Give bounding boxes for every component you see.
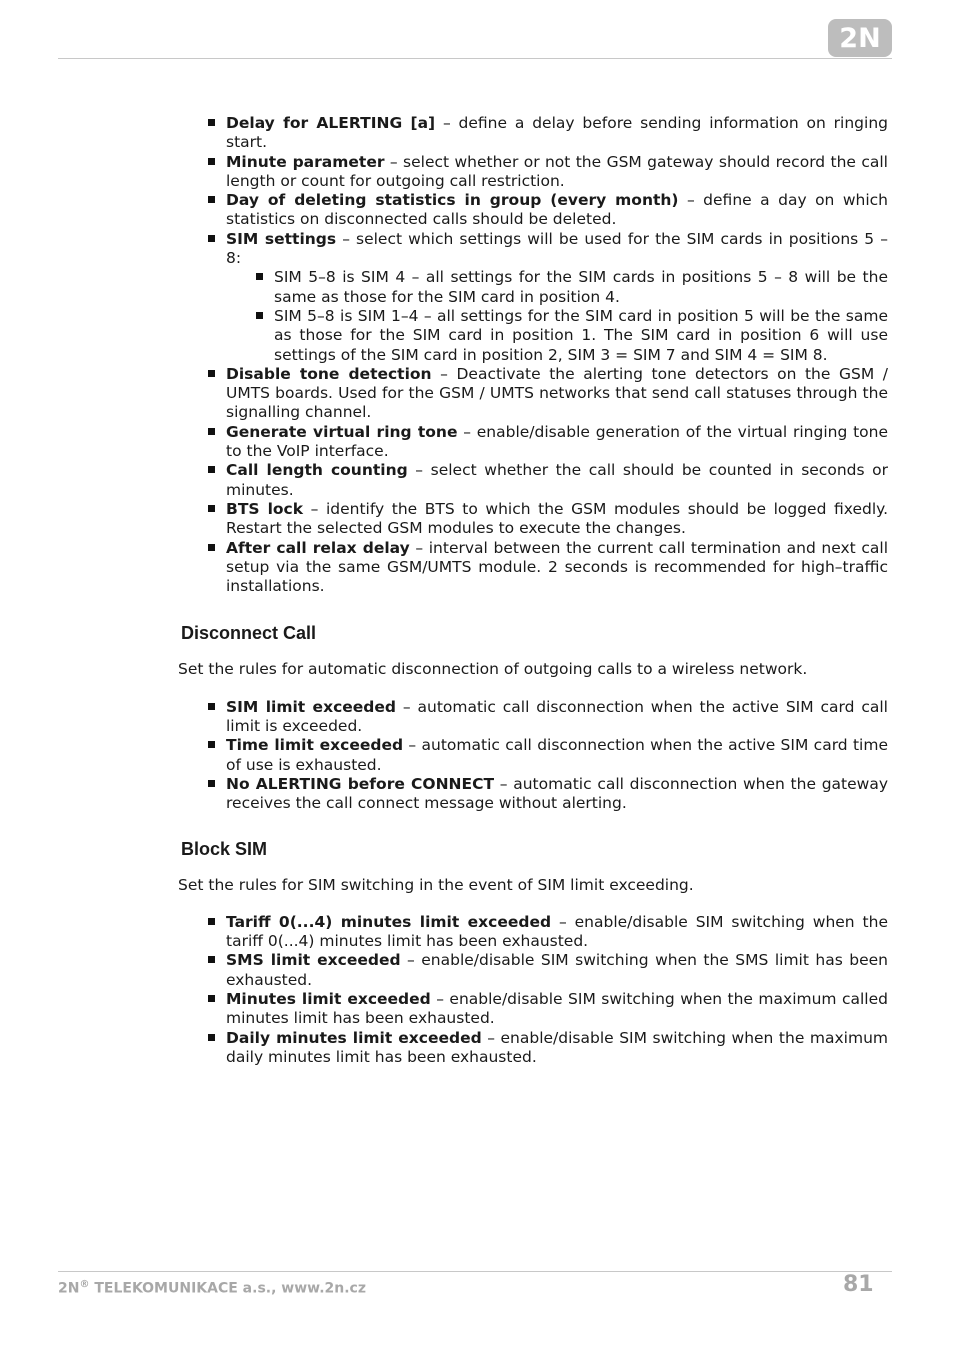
block-sim-heading: Block SIM [181, 838, 268, 859]
footer-company-rest: TELEKOMUNIKACE a.s., www.2n.cz [89, 1280, 366, 1297]
page-content [178, 114, 890, 1067]
bullet-icon [208, 544, 215, 551]
item-term: Delay for ALERTING [a] [226, 114, 436, 132]
item-term: Disable tone detection [226, 364, 432, 383]
bullet-icon [208, 741, 215, 748]
item-term: SIM settings [226, 229, 337, 248]
list-item [208, 230, 888, 365]
footer-company [58, 1279, 366, 1297]
list-item [208, 365, 888, 423]
list-item [208, 423, 888, 462]
subitem-text: SIM 5–8 is SIM 1–4 – all settings for the SIM card in position 5 will be the same as those for the SIM card in position 1. The SIM card in position 6 will use settings of the SIM card in position 2, SIM 3 = SIM 7 and SIM 4 = SIM 8. [274, 306, 888, 364]
item-desc: – define a day on which statistics on disconnected calls should be deleted. [226, 191, 888, 229]
bullet-icon [208, 918, 215, 925]
item-term: Tariff 0(...4) minutes limit exceeded [226, 912, 552, 931]
list-item [208, 736, 888, 775]
bullet-icon [208, 119, 215, 126]
item-term: Daily minutes limit exceeded [226, 1028, 482, 1047]
item-desc: – automatic call disconnection when the active SIM card time of use is exhausted. [226, 736, 888, 774]
bullet-icon [208, 196, 215, 203]
item-desc: – define a delay before sending information on ringing start. [226, 114, 888, 152]
bullet-icon [208, 956, 215, 963]
item-desc: – automatic call disconnection when the active SIM card call limit is exceeded. [226, 697, 888, 736]
logo-text: 2N [839, 22, 881, 54]
list-item [208, 775, 888, 814]
sublist-item [256, 268, 888, 307]
item-desc: – Deactivate the alerting tone detectors on the GSM / UMTS boards. Used for the GSM / UMTS networks that send call statuses through the signalling channel. [226, 364, 888, 422]
item-term: Day of deleting statistics in group (every month) [226, 191, 679, 210]
footer-brand: 2N [58, 1280, 80, 1297]
subitem-text: SIM 5–8 is SIM 4 – all settings for the SIM cards in positions 5 – 8 will be the same as those for the SIM card in position 4. [274, 268, 888, 306]
item-term: Generate virtual ring tone [226, 422, 458, 441]
item-term: Minute parameter [226, 152, 385, 171]
settings-list [208, 114, 888, 596]
item-term: After call relax delay [226, 538, 410, 557]
item-desc: – enable/disable SIM switching when the SMS limit has been exhausted. [226, 951, 888, 989]
bullet-icon [208, 1034, 215, 1041]
bullet-icon [208, 995, 215, 1002]
bullet-icon [208, 158, 215, 165]
item-desc: – enable/disable SIM switching when the tariff 0(...4) minutes limit has been exhausted. [226, 912, 888, 951]
item-desc: – select whether the call should be counted in seconds or minutes. [226, 461, 888, 499]
item-term: Minutes limit exceeded [226, 989, 431, 1008]
item-desc: – enable/disable generation of the virtual ringing tone to the VoIP interface. [226, 422, 888, 461]
item-term: Call length counting [226, 461, 408, 480]
list-item [208, 500, 888, 539]
bullet-icon [256, 273, 263, 280]
bullet-icon [208, 466, 215, 473]
block-sim-intro: Set the rules for SIM switching in the event of SIM limit exceeding. [178, 875, 694, 894]
list-item [208, 114, 888, 153]
list-item [208, 990, 888, 1029]
item-desc: – enable/disable SIM switching when the maximum called minutes limit has been exhausted. [226, 989, 888, 1028]
list-item [208, 153, 888, 192]
list-item [208, 951, 888, 990]
bullet-icon [208, 703, 215, 710]
footer-divider [58, 1271, 892, 1272]
bullet-icon [208, 428, 215, 435]
page-number: 81 [843, 1272, 874, 1297]
list-item [208, 461, 888, 500]
disconnect-call-list [208, 698, 888, 814]
item-term: No ALERTING before CONNECT [226, 774, 495, 793]
item-desc: – select which settings will be used for the SIM cards in positions 5 – 8: [226, 229, 888, 268]
item-desc: – automatic call disconnection when the gateway receives the call connect message without alerting. [226, 774, 889, 813]
bullet-icon [208, 780, 215, 787]
item-term: SMS limit exceeded [226, 951, 401, 970]
item-desc: – interval between the current call termination and next call setup via the same GSM/UMTS module. 2 seconds is recommended for high–traffic installations. [226, 538, 889, 596]
item-desc: – enable/disable SIM switching when the maximum daily minutes limit has been exhausted. [226, 1028, 888, 1066]
sublist-item [256, 307, 888, 365]
bullet-icon [208, 235, 215, 242]
sim-settings-sublist [256, 268, 888, 364]
item-desc: – select whether or not the GSM gateway should record the call length or count for outgoing call restriction. [226, 152, 888, 190]
list-item [208, 698, 888, 737]
block-sim-list [208, 913, 888, 1067]
registered-mark: ® [79, 1279, 90, 1290]
item-term: SIM limit exceeded [226, 697, 396, 716]
bullet-icon [208, 505, 215, 512]
bullet-icon [208, 370, 215, 377]
item-term: BTS lock [226, 499, 304, 518]
header-divider [58, 58, 892, 59]
list-item [208, 1029, 888, 1068]
list-item [208, 913, 888, 952]
bullet-icon [256, 312, 263, 319]
item-desc: – identify the BTS to which the GSM modules should be logged fixedly. Restart the selected GSM modules to execute the changes. [226, 499, 889, 538]
item-term: Time limit exceeded [226, 736, 404, 755]
disconnect-call-heading: Disconnect Call [181, 623, 317, 644]
disconnect-call-intro: Set the rules for automatic disconnection of outgoing calls to a wireless network. [178, 660, 808, 679]
list-item [208, 191, 888, 230]
2n-logo [828, 19, 892, 57]
list-item [208, 539, 888, 597]
